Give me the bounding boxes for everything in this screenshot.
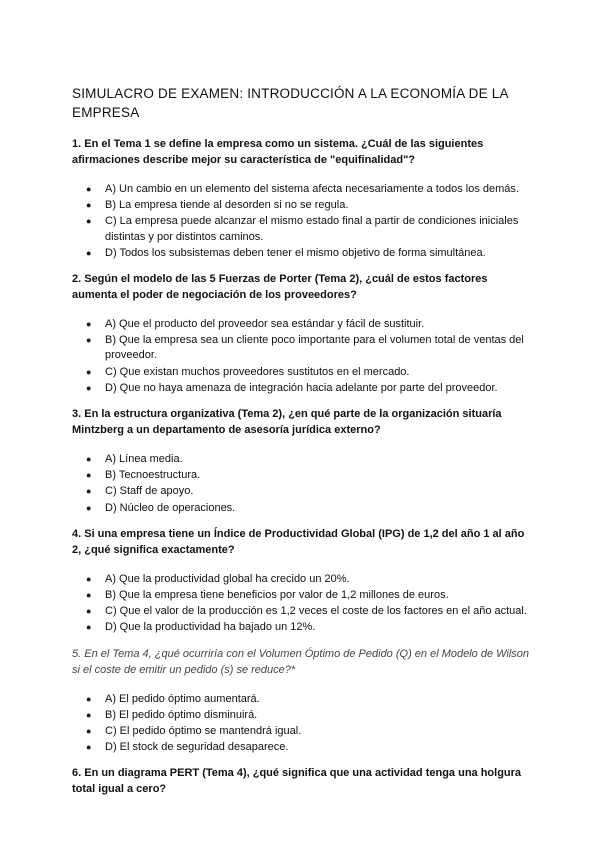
bullet-icon: ● <box>86 200 92 211</box>
option-3c: ● C) Staff de apoyo. <box>72 484 532 499</box>
question-2-options <box>72 317 532 396</box>
document-title: SIMULACRO DE EXAMEN: INTRODUCCIÓN A LA ECONOMÍA DE LA EMPRESA <box>72 86 508 120</box>
bullet-icon: ● <box>86 366 92 377</box>
bullet-icon: ● <box>86 709 92 720</box>
bullet-icon: ● <box>86 319 92 330</box>
question-5: 5. En el Tema 4, ¿qué ocurriría con el Volumen Óptimo de Pedido (Q) en el Modelo de Wilson si el coste de emitir un pedido (s) se reduce?* <box>72 647 530 676</box>
question-5-options <box>72 692 532 756</box>
bullet-icon: ● <box>86 486 92 497</box>
option-5a: ● A) El pedido óptimo aumentará. <box>72 692 532 707</box>
option-1d: ● D) Todos los subsistemas deben tener el mismo objetivo de forma simultánea. <box>72 246 532 261</box>
bullet-icon: ● <box>86 335 92 346</box>
bullet-icon: ● <box>86 742 92 753</box>
option-1b: ● B) La empresa tiende al desorden si no se regula. <box>72 198 532 213</box>
bullet-icon: ● <box>86 622 92 633</box>
bullet-icon: ● <box>86 606 92 617</box>
bullet-icon: ● <box>86 590 92 601</box>
option-3d: ● D) Núcleo de operaciones. <box>72 501 532 516</box>
bullet-icon: ● <box>86 693 92 704</box>
question-1: 1. En el Tema 1 se define la empresa como un sistema. ¿Cuál de las siguientes afirmaciones describe mejor su característica de "equifinalidad"? <box>72 138 484 166</box>
option-4d: ● D) Que la productividad ha bajado un 12%. <box>72 620 532 635</box>
document-page <box>72 84 532 811</box>
bullet-icon: ● <box>86 382 92 393</box>
option-1a: ● A) Un cambio en un elemento del sistema afecta necesariamente a todos los demás. <box>72 182 532 197</box>
option-5c: ● C) El pedido óptimo se mantendrá igual. <box>72 724 532 739</box>
option-5b: ● B) El pedido óptimo disminuirá. <box>72 708 532 723</box>
option-2d: ● D) Que no haya amenaza de integración hacia adelante por parte del proveedor. <box>72 381 532 396</box>
question-3: 3. En la estructura organizativa (Tema 2), ¿en qué parte de la organización situaría Mintzberg a un departamento de asesoría jurídica externo? <box>72 408 502 437</box>
bullet-icon: ● <box>86 502 92 513</box>
option-2b: ● B) Que la empresa sea un cliente poco importante para el volumen total de ventas del proveedor. <box>86 334 524 362</box>
question-1-options <box>72 182 532 261</box>
option-3a: ● A) Línea media. <box>72 452 532 467</box>
question-4: 4. Si una empresa tiene un Índice de Productividad Global (IPG) de 1,2 del año 1 al año 2, ¿qué significa exactamente? <box>72 527 525 556</box>
question-2: 2. Según el modelo de las 5 Fuerzas de Porter (Tema 2), ¿cuál de estos factores aumenta el poder de negociación de los proveedores? <box>72 273 488 302</box>
bullet-icon: ● <box>86 247 92 258</box>
option-2c: ● C) Que existan muchos proveedores sustitutos en el mercado. <box>72 365 532 380</box>
bullet-icon: ● <box>86 454 92 465</box>
question-3-options <box>72 452 532 516</box>
bullet-icon: ● <box>86 216 92 227</box>
option-4c: ● C) Que el valor de la producción es 1,2 veces el coste de los factores en el año actual. <box>72 604 532 619</box>
question-6: 6. En un diagrama PERT (Tema 4), ¿qué significa que una actividad tenga una holgura total igual a cero? <box>72 767 522 796</box>
option-3b: ● B) Tecnoestructura. <box>72 468 532 483</box>
option-4a: ● A) Que la productividad global ha crecido un 20%. <box>72 572 532 587</box>
bullet-icon: ● <box>86 726 92 737</box>
bullet-icon: ● <box>86 184 92 194</box>
question-4-options <box>72 572 532 636</box>
option-4b: ● B) Que la empresa tiene beneficios por valor de 1,2 millones de euros. <box>72 588 532 603</box>
option-5d: ● D) El stock de seguridad desaparece. <box>72 740 532 755</box>
bullet-icon: ● <box>86 470 92 481</box>
bullet-icon: ● <box>86 573 92 584</box>
option-1c: ● C) La empresa puede alcanzar el mismo estado final a partir de condiciones iniciales distintas y por distintos caminos. <box>86 215 519 243</box>
option-2a: ● A) Que el producto del proveedor sea estándar y fácil de sustituir. <box>72 317 532 332</box>
